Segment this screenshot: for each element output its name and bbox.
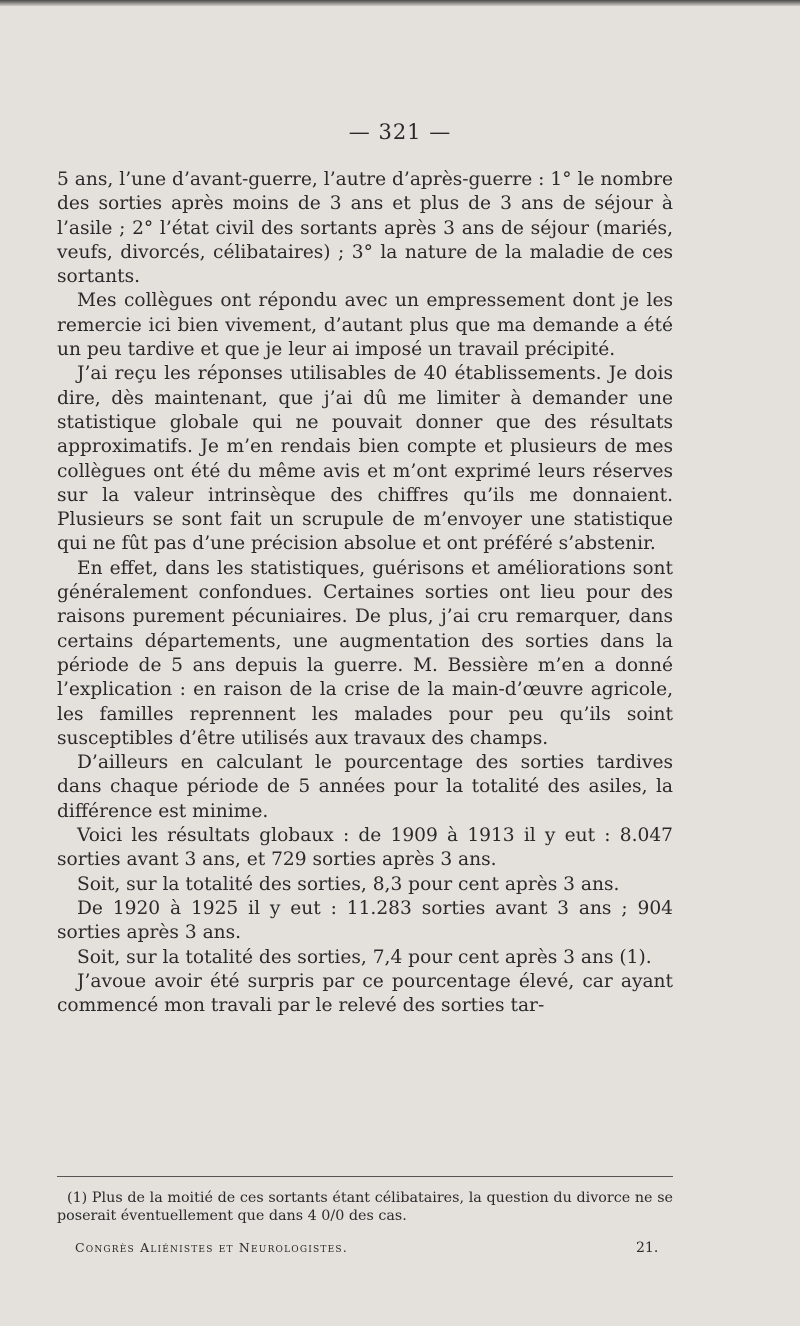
paragraph: En effet, dans les statistiques, guérisons et améliorations sont généralement confondues. Certaines sorties ont lieu pour des raisons purement pécuniaires. De plus, j’ai cru remarquer, dans certains départements, une augmentation des sorties dans la période de 5 ans depuis la guerre. M. Bessière m’en a donné l’explication : en raison de la crise de la main-d’œuvre agricole, les familles reprennent les malades pour peu qu’ils soint susceptibles d’être utilisés aux travaux des champs.: [57, 557, 673, 749]
paragraph: Mes collègues ont répondu avec un empressement dont je les remercie ici bien vivement, d’autant plus que ma demande a été un peu tardive et que je leur ai imposé un travail précipité.: [57, 290, 673, 361]
paragraph: Voici les résultats globaux : de 1909 à 1913 il y eut : 8.047 sorties avant 3 ans, et 729 sorties après 3 ans.: [57, 825, 673, 871]
paragraph: De 1920 à 1925 il y eut : 11.283 sorties avant 3 ans ; 904 sorties après 3 ans.: [57, 897, 673, 944]
paragraph-continuation: 5 ans, l’une d’avant-guerre, l’autre d’après-guerre : 1° le nombre des sorties après moins de 3 ans et plus de 3 ans de séjour à l’asile ; 2° l’état civil des sortants après 3 ans de séjour (mariés, veufs, divorcés, célibataires) ; 3° la nature de la maladie de ces sortants.: [57, 169, 673, 288]
paragraph: J’avoue avoir été surpris par ce pourcentage élevé, car ayant commencé mon travali par le relevé des sorties tar-: [57, 970, 673, 1017]
body-text: [57, 168, 673, 1018]
scan-top-edge: [0, 0, 800, 6]
paragraph: Soit, sur la totalité des sorties, 8,3 pour cent après 3 ans.: [77, 873, 620, 895]
footnote-text: (1) Plus de la moitié de ces sortants étant célibataires, la question du divorce ne se poserait éventuellement que dans 4 0/0 des cas.: [57, 1190, 673, 1224]
page-number: — 321 —: [348, 120, 452, 144]
paragraph: J’ai reçu les réponses utilisables de 40 établissements. Je dois dire, dès maintenant, que j’ai dû me limiter à demander une statistique globale qui ne pouvait donner que des résultats approximatifs. Je m’en rendais bien compte et plusieurs de mes collègues ont été du même avis et m’ont exprimé leurs réserves sur la valeur intrinsèque des chiffres qu’ils me donnaient. Plusieurs se sont fait un scrupule de m’envoyer une statistique qui ne fût pas d’une précision absolue et ont préféré s’abstenir.: [57, 363, 673, 555]
signature-mark: 21.: [636, 1240, 659, 1256]
footnote-divider: [57, 1176, 673, 1177]
running-footer: Congrès Aliénistes et Neurologistes.: [75, 1240, 348, 1255]
paragraph: D’ailleurs en calculant le pourcentage des sorties tardives dans chaque période de 5 années pour la totalité des asiles, la différence est minime.: [57, 752, 673, 822]
paragraph: Soit, sur la totalité des sorties, 7,4 pour cent après 3 ans (1).: [77, 946, 652, 968]
footnote: [57, 1189, 673, 1225]
